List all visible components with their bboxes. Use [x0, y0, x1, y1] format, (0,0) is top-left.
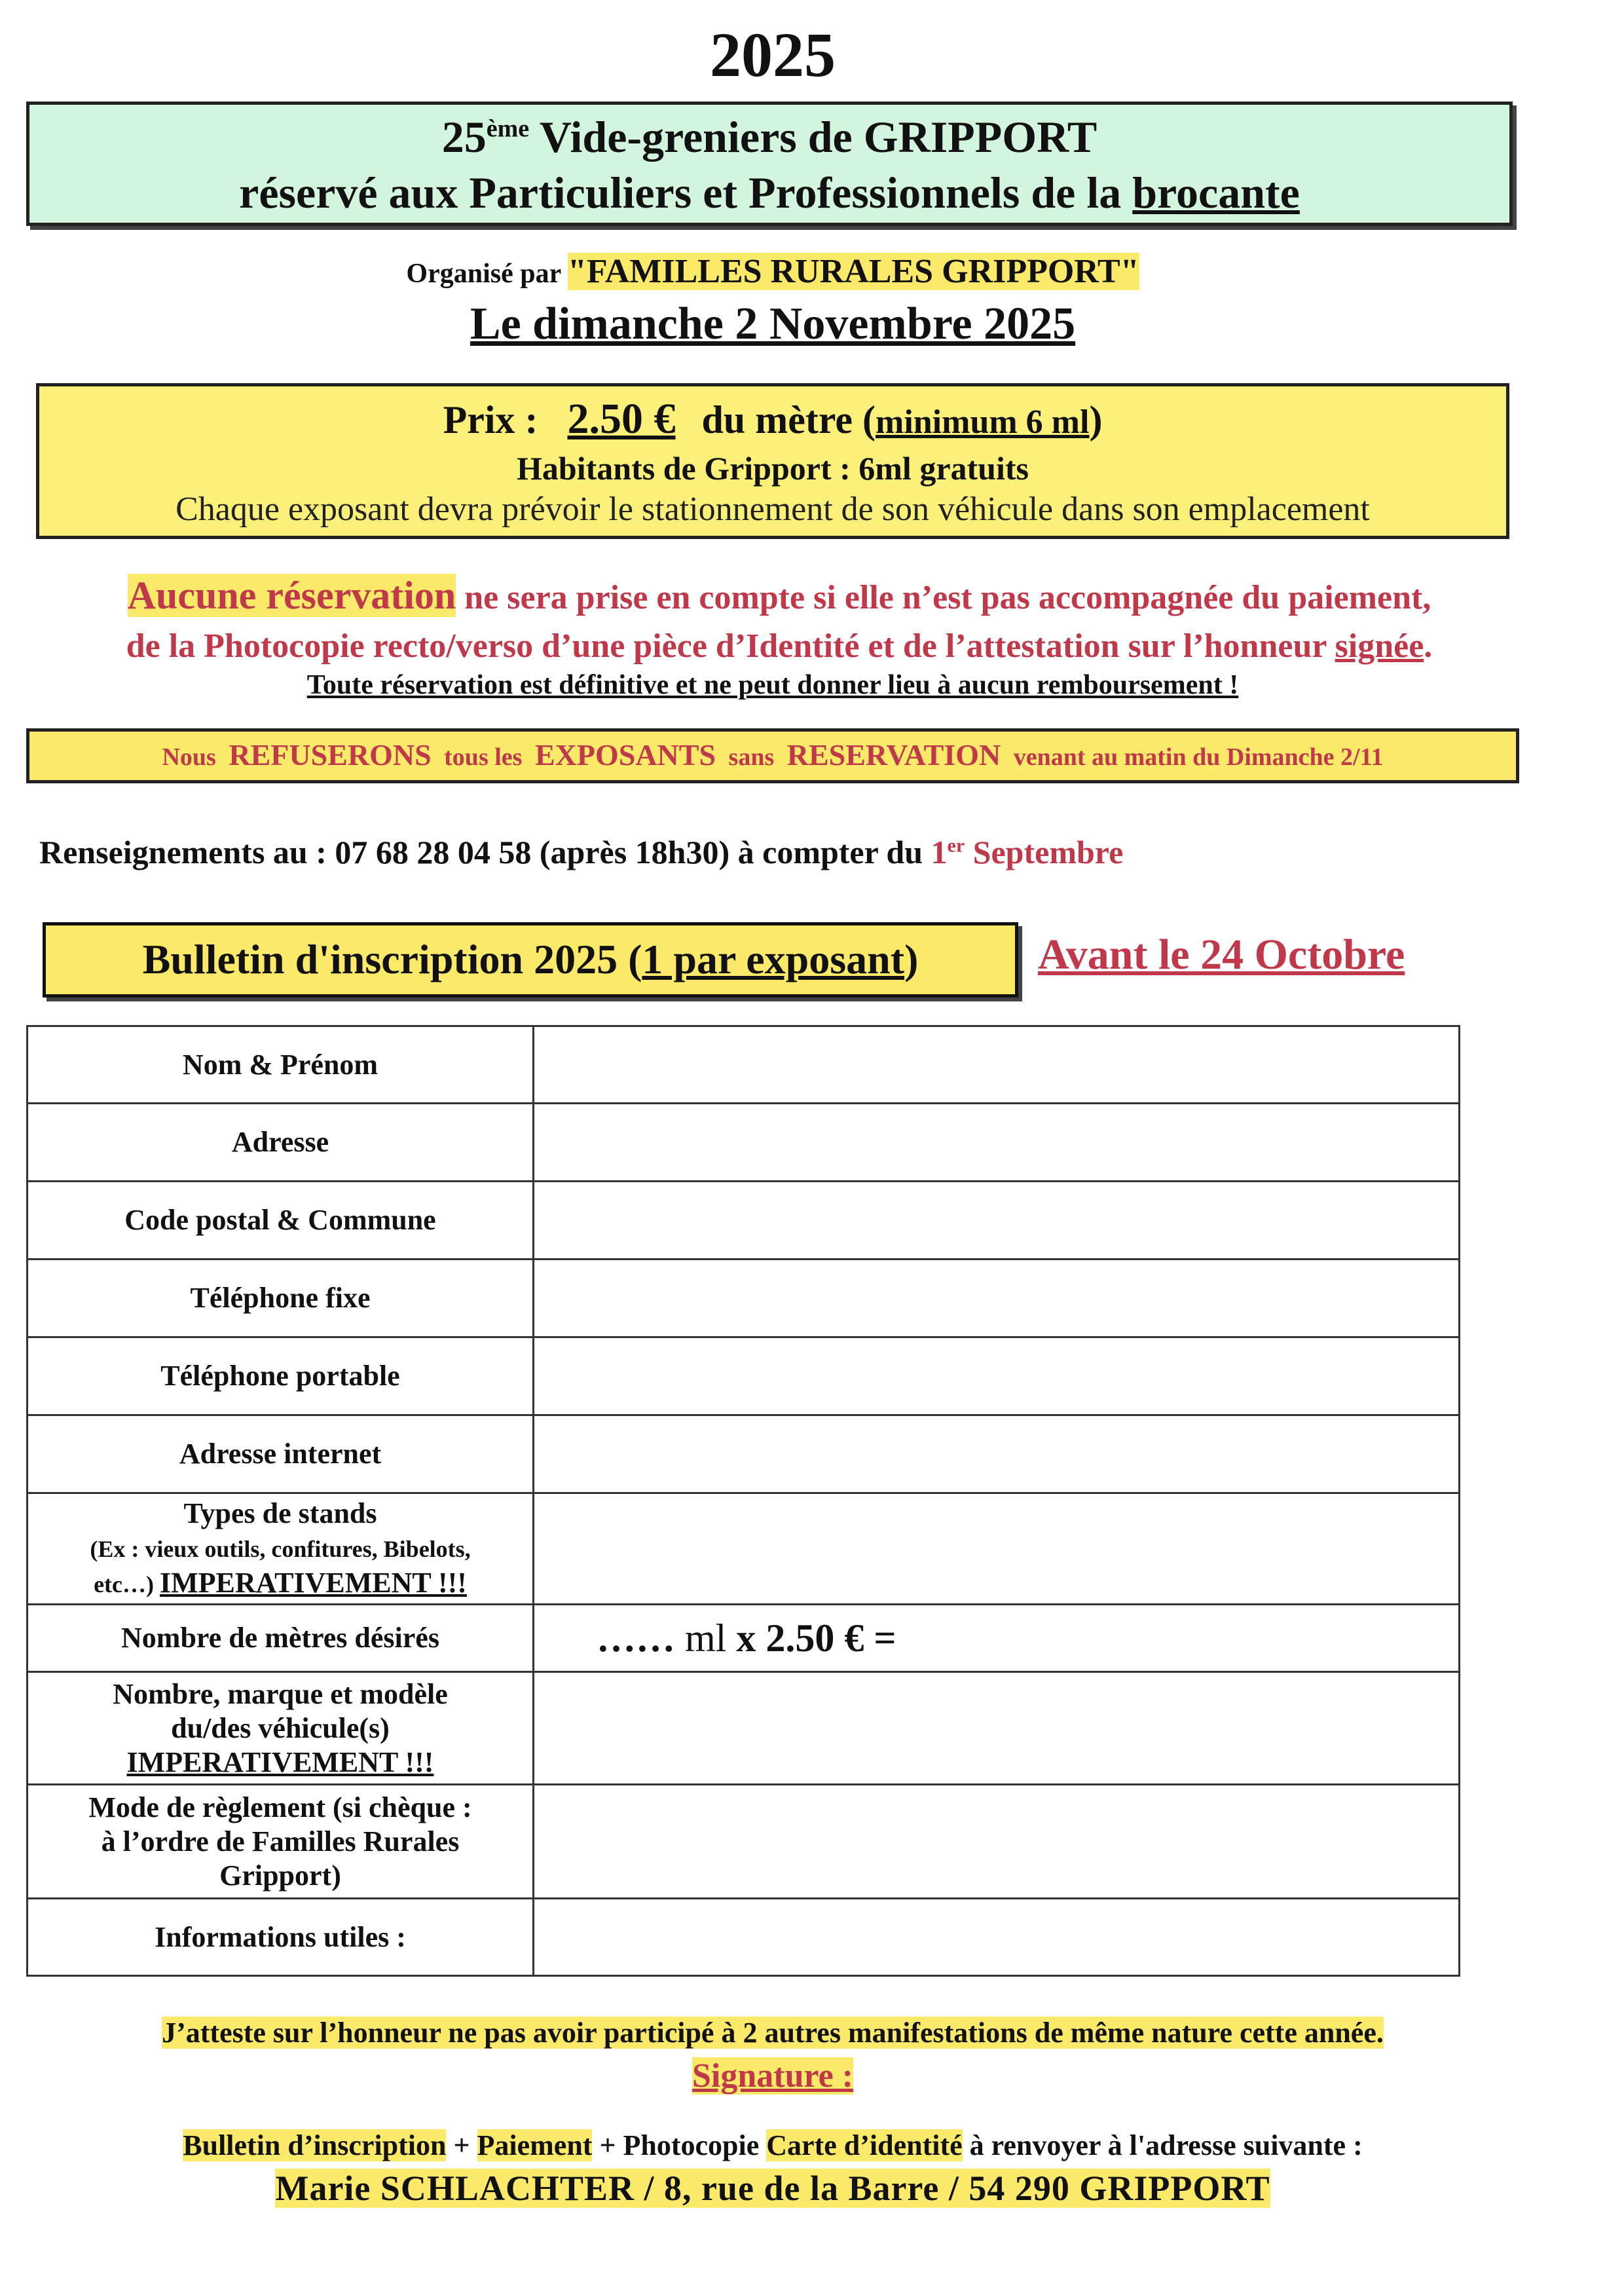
- refuse-text-5: sans: [722, 743, 781, 771]
- warning-line1: ne sera prise en compte si elle n’est pas accompagnée du paiement,: [456, 579, 1431, 616]
- subtitle-prefix: réservé aux Particuliers et Professionnels de la: [239, 168, 1133, 217]
- label-vehicles-line1: Nombre, marque et modèle: [113, 1677, 448, 1710]
- send-photocopy: + Photocopie: [592, 2129, 767, 2161]
- page-year: 2025: [710, 20, 836, 90]
- field-useful-info[interactable]: [534, 1899, 1460, 1976]
- parking-note: Chaque exposant devra prévoir le stationnement de son véhicule dans son emplacement: [175, 491, 1370, 528]
- send-instructions: [0, 2129, 1545, 2162]
- info-text: Renseignements au : 07 68 28 04 58 (après 18h30) à compter du: [39, 834, 931, 870]
- price-close: ): [1089, 398, 1103, 441]
- refuse-text-7: venant au matin du Dimanche 2/11: [1007, 743, 1384, 771]
- label-stand-types-title: Types de stands: [183, 1497, 377, 1529]
- info-line: [39, 833, 1123, 871]
- label-meters: Nombre de mètres désirés: [28, 1605, 534, 1672]
- refuse-text-3: tous les: [437, 743, 528, 771]
- warning-highlight: Aucune réservation: [127, 574, 456, 617]
- reservation-warning: [20, 571, 1539, 671]
- title-box: [26, 102, 1513, 226]
- label-stand-types-imperative: IMPERATIVEMENT !!!: [160, 1566, 467, 1599]
- bulletin-title-prefix: Bulletin d'inscription 2025 (: [142, 936, 642, 982]
- field-email[interactable]: [534, 1415, 1460, 1493]
- label-postcode: Code postal & Commune: [28, 1182, 534, 1259]
- refuse-text-6: RESERVATION: [786, 738, 1001, 772]
- price-label: Prix :: [443, 398, 548, 441]
- bulletin-title-suffix: ): [904, 936, 919, 982]
- table-row: [28, 1415, 1460, 1493]
- signature-line: [0, 2057, 1545, 2095]
- field-address[interactable]: [534, 1104, 1460, 1182]
- residents-free: Habitants de Gripport : 6ml gratuits: [517, 450, 1029, 487]
- price-box: [36, 383, 1509, 539]
- label-payment-line1: Mode de règlement (si chèque :: [88, 1791, 472, 1823]
- refuse-text-1: Nous: [162, 743, 223, 771]
- price-line: [39, 394, 1506, 444]
- field-name[interactable]: [534, 1026, 1460, 1104]
- table-row: [28, 1605, 1460, 1672]
- info-day: 1: [931, 834, 948, 870]
- organizer-prefix: Organisé par: [406, 259, 568, 289]
- title-ordinal-suffix: ème: [486, 115, 530, 143]
- price-minimum: minimum 6 ml: [876, 403, 1090, 441]
- table-row: [28, 1026, 1460, 1104]
- subtitle-brocante: brocante: [1132, 168, 1300, 217]
- field-phone-mobile[interactable]: [534, 1337, 1460, 1415]
- bulletin-title-box: [43, 922, 1018, 998]
- field-vehicles[interactable]: [534, 1672, 1460, 1785]
- organizer-line: [0, 252, 1545, 291]
- table-row: [28, 1493, 1460, 1605]
- send-payment: Paiement: [477, 2129, 593, 2161]
- label-name: Nom & Prénom: [28, 1026, 534, 1104]
- label-email: Adresse internet: [28, 1415, 534, 1493]
- field-postcode[interactable]: [534, 1182, 1460, 1259]
- title-ordinal: 25: [441, 112, 487, 162]
- honor-text: J’atteste sur l’honneur ne pas avoir participé à 2 autres manifestations de même nature cette année.: [162, 2017, 1384, 2049]
- registration-form: [26, 1025, 1460, 1977]
- refuse-text-4: EXPOSANTS: [534, 738, 716, 772]
- field-meters[interactable]: [534, 1605, 1460, 1672]
- deadline: Avant le 24 Octobre: [1038, 931, 1405, 979]
- field-phone-fixed[interactable]: [534, 1259, 1460, 1337]
- table-row: [28, 1104, 1460, 1182]
- label-address: Adresse: [28, 1104, 534, 1182]
- event-date: Le dimanche 2 Novembre 2025: [470, 299, 1076, 349]
- refuse-text-2: REFUSERONS: [229, 738, 432, 772]
- label-vehicles-line2: du/des véhicule(s): [171, 1711, 390, 1744]
- price-unit: du mètre (: [701, 398, 876, 441]
- meters-price: 2.50 € =: [756, 1616, 896, 1660]
- label-vehicles-imperative: IMPERATIVEMENT !!!: [126, 1745, 434, 1778]
- refuse-box: [26, 728, 1519, 783]
- info-month: Septembre: [965, 834, 1124, 870]
- info-day-suffix: er: [947, 834, 965, 857]
- table-row: [28, 1259, 1460, 1337]
- table-row: [28, 1672, 1460, 1785]
- meters-ml: ml: [675, 1616, 737, 1660]
- warning-end: .: [1424, 627, 1433, 665]
- no-refund-note: Toute réservation est définitive et ne peut donner lieu à aucun remboursement !: [306, 670, 1239, 700]
- send-rest: à renvoyer à l'adresse suivante :: [962, 2129, 1363, 2161]
- meters-x: x: [736, 1616, 756, 1660]
- send-bulletin: Bulletin d’inscription: [183, 2129, 447, 2161]
- return-address: [0, 2168, 1545, 2209]
- meters-dots: ……: [597, 1616, 675, 1660]
- label-stand-types-example: (Ex : vieux outils, confitures, Bibelots,: [90, 1535, 471, 1562]
- send-id-card: Carte d’identité: [766, 2129, 963, 2161]
- send-plus-1: +: [446, 2129, 477, 2161]
- label-payment-line2: à l’ordre de Familles Rurales: [101, 1825, 460, 1857]
- table-row: [28, 1182, 1460, 1259]
- warning-signed: signée: [1335, 627, 1424, 665]
- price-amount: 2.50 €: [567, 395, 676, 443]
- label-stand-types: [28, 1493, 534, 1605]
- label-payment: [28, 1785, 534, 1899]
- event-subtitle: [29, 167, 1509, 219]
- label-phone-mobile: Téléphone portable: [28, 1337, 534, 1415]
- bulletin-title-per-exhibitor: 1 par exposant: [642, 936, 905, 982]
- label-vehicles: [28, 1672, 534, 1785]
- title-rest: Vide-greniers de GRIPPORT: [529, 112, 1098, 162]
- table-row: [28, 1785, 1460, 1899]
- event-title: [29, 111, 1509, 163]
- label-phone-fixed: Téléphone fixe: [28, 1259, 534, 1337]
- label-stand-types-etc: etc…): [94, 1571, 160, 1597]
- signature-label: Signature :: [692, 2057, 854, 2095]
- organizer-name: "FAMILLES RURALES GRIPPORT": [567, 253, 1139, 290]
- field-stand-types[interactable]: [534, 1493, 1460, 1605]
- table-row: [28, 1899, 1460, 1976]
- warning-line2: de la Photocopie recto/verso d’une pièce d’Identité et de l’attestation sur l’honneur: [126, 627, 1335, 665]
- field-payment[interactable]: [534, 1785, 1460, 1899]
- return-address-text: Marie SCHLACHTER / 8, rue de la Barre / 54 290 GRIPPORT: [275, 2169, 1270, 2208]
- label-payment-line3: Gripport): [219, 1859, 341, 1892]
- label-useful-info: Informations utiles :: [28, 1899, 534, 1976]
- honor-statement: [0, 2016, 1545, 2049]
- table-row: [28, 1337, 1460, 1415]
